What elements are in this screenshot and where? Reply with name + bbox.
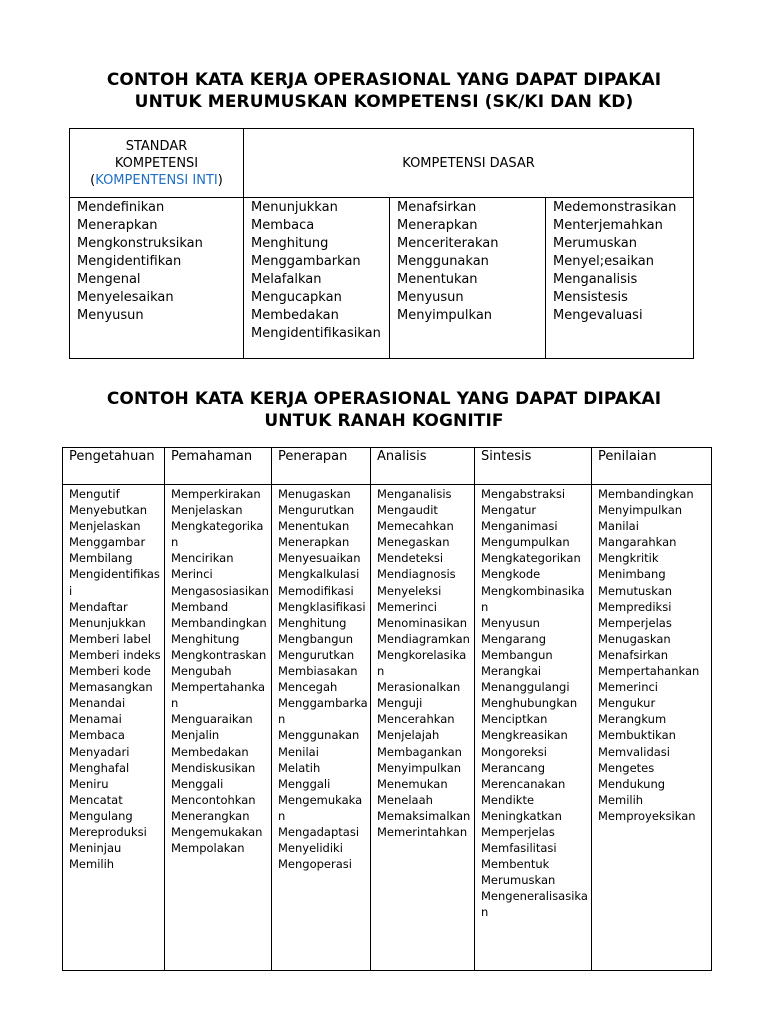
verb-item: Mengkontraskan <box>171 647 267 662</box>
verb-item: Memperjelas <box>481 824 555 839</box>
section1-title-line1: CONTOH KATA KERJA OPERASIONAL YANG DAPAT DIPAKAI <box>106 70 662 90</box>
verb-item: Menterjemahkan <box>553 218 663 233</box>
verb-item: Mempertahankan <box>171 680 265 711</box>
verb-item: Menentukan <box>278 519 350 534</box>
verb-item: Mengkonstruksikan <box>77 236 203 251</box>
header-pengetahuan: Pengetahuan <box>63 448 165 485</box>
verb-item: Menceriterakan <box>397 236 499 251</box>
verb-item: Menggali <box>278 776 331 791</box>
verb-item: Mengetes <box>598 760 655 775</box>
verb-item: Mendiagramkan <box>377 631 470 646</box>
verb-item: Menyeleksi <box>377 583 442 598</box>
kd-verbs-column-1 <box>244 198 390 359</box>
verb-item: Mendiagnosis <box>377 567 456 582</box>
verb-item: Menominasikan <box>377 615 468 630</box>
verb-item: Membaca <box>69 728 125 743</box>
verb-item: Menganimasi <box>481 519 558 534</box>
verb-item: Menggambarkan <box>278 696 368 727</box>
verb-item: Menugaskan <box>278 487 351 501</box>
verb-item: Mencontohkan <box>171 792 256 807</box>
verb-item: Mengabstraksi <box>481 487 566 501</box>
verb-item: Memerintahkan <box>377 824 468 839</box>
verb-item: Meninjau <box>69 841 122 856</box>
verb-item: Merasionalkan <box>377 680 461 695</box>
verb-item: Memproyeksikan <box>598 808 696 823</box>
verb-item: Memperkirakan <box>171 487 261 501</box>
verb-item: Menyusun <box>481 615 540 630</box>
verb-item: Menghitung <box>251 236 329 251</box>
verb-item: Merencanakan <box>481 776 566 791</box>
section1-title <box>0 69 768 113</box>
verb-item: Mengkalkulasi <box>278 567 360 582</box>
verb-item: Menerapkan <box>397 218 478 233</box>
verb-item: Mengidentifikan <box>77 254 182 269</box>
verb-item: Menelaah <box>377 792 433 807</box>
verb-item: Menyimpulkan <box>377 760 462 775</box>
verb-item: Mengkreasikan <box>481 728 568 743</box>
verb-item: Mempertahankan <box>598 664 700 679</box>
verb-item: Menerangkan <box>171 808 250 823</box>
verb-item: Mengurutkan <box>278 503 355 518</box>
header-sk-line2: KOMPETENSI <box>114 155 199 171</box>
verb-item: Mengkritik <box>598 551 659 566</box>
header-sk-paren-close: ) <box>217 172 223 188</box>
header-sk-paren-open: ( <box>90 172 96 188</box>
verb-item: Mereproduksi <box>69 824 147 839</box>
verb-item: Mendaftar <box>69 599 128 614</box>
verb-item: Mencegah <box>278 680 338 695</box>
verb-item: Merumuskan <box>481 873 556 888</box>
verb-item: Mempolakan <box>171 841 245 856</box>
verb-item: Menyel;esaikan <box>553 254 654 269</box>
verb-item: Menemukan <box>377 776 448 791</box>
section1-title-line2: UNTUK MERUMUSKAN KOMPETENSI (SK/KI DAN KD) <box>134 92 634 112</box>
verb-item: Mencirikan <box>171 551 234 566</box>
header-penilaian: Penilaian <box>592 448 712 485</box>
verb-item: Merumuskan <box>553 236 637 251</box>
verb-item: Menegaskan <box>377 535 450 550</box>
verb-item: Menggunakan <box>397 254 489 269</box>
verb-item: Menghitung <box>278 615 347 630</box>
header-pemahaman: Pemahaman <box>165 448 272 485</box>
verb-item: Mongoreksi <box>481 744 547 759</box>
verb-item: Menugaskan <box>598 631 671 646</box>
penerapan-verbs <box>272 485 371 971</box>
verb-item: Membedakan <box>171 744 249 759</box>
analisis-verbs <box>371 485 475 971</box>
verb-item: Menganalisis <box>553 272 638 287</box>
verb-item: Memilih <box>69 857 115 872</box>
verb-item: Mengemukakan <box>278 792 363 823</box>
verb-item: Menyimpulkan <box>598 503 683 518</box>
verb-item: Mengidentifikasi <box>69 567 160 598</box>
verb-item: Menyesuaikan <box>278 551 361 566</box>
verb-item: Mengkode <box>481 567 541 582</box>
verb-item: Mengulang <box>69 808 133 823</box>
verb-item: Mendeteksi <box>377 551 444 566</box>
verb-item: Memperjelas <box>598 615 672 630</box>
header-penerapan: Penerapan <box>272 448 371 485</box>
verb-item: Menyadari <box>69 744 130 759</box>
verb-item: Menjalin <box>171 728 220 743</box>
verb-item: Mengutif <box>69 487 120 501</box>
verb-item: Mendukung <box>598 776 666 791</box>
verb-item: Menguaraikan <box>171 712 253 727</box>
verb-item: Melatih <box>278 760 321 775</box>
verb-item: Memaksimalkan <box>377 808 471 823</box>
section2-title-line1: CONTOH KATA KERJA OPERASIONAL YANG DAPAT DIPAKAI <box>106 389 662 409</box>
verb-item: Mengaudit <box>377 503 438 518</box>
verb-item: Mendefinikan <box>77 200 165 215</box>
verb-item: Menerapkan <box>278 535 350 550</box>
verb-item: Menghitung <box>171 631 240 646</box>
verb-item: Menimbang <box>598 567 666 582</box>
verb-item: Menyusun <box>77 308 144 323</box>
verb-item: Menghafal <box>69 760 130 775</box>
section2-title-line2: UNTUK RANAH KOGNITIF <box>264 411 504 431</box>
verb-item: Memvalidasi <box>598 744 670 759</box>
verb-item: Membagankan <box>377 744 462 759</box>
verb-item: Mengatur <box>481 503 537 518</box>
verb-item: Mengbangun <box>278 631 354 646</box>
header-sintesis: Sintesis <box>475 448 592 485</box>
verb-item: Menggambar <box>69 535 146 550</box>
verb-item: Menggunakan <box>278 728 360 743</box>
verb-item: Mangarahkan <box>598 535 677 550</box>
verb-item: Menanggulangi <box>481 680 570 695</box>
verb-item: Meniru <box>69 776 109 791</box>
verb-item: Mengumpulkan <box>481 535 570 550</box>
verb-item: Membentuk <box>481 857 550 872</box>
header-sk-line1: STANDAR <box>125 138 188 154</box>
verb-item: Menunjukkan <box>251 200 338 215</box>
verb-item: Memodifikasi <box>278 583 354 598</box>
verb-item: Memprediksi <box>598 599 672 614</box>
verb-item: Menggambarkan <box>251 254 361 269</box>
verb-item: Memband <box>171 599 229 614</box>
verb-item: Mengucapkan <box>251 290 342 305</box>
verb-item: Meningkatkan <box>481 808 562 823</box>
verb-item: Mencatat <box>69 792 123 807</box>
verb-item: Menentukan <box>397 272 478 287</box>
header-kompetensi-inti: KOMPENTENSI INTI <box>95 172 218 188</box>
verb-item: Menerapkan <box>77 218 158 233</box>
verb-item: Mengubah <box>171 664 232 679</box>
verb-item: Mengkombinasikan <box>481 583 585 614</box>
verb-item: Membuktikan <box>598 728 676 743</box>
verb-item: Mengenal <box>77 272 141 287</box>
verb-item: Mengukur <box>598 696 656 711</box>
verb-item: Menjelajah <box>377 728 440 743</box>
section2-title <box>0 388 768 432</box>
verb-item: Menyelesaikan <box>77 290 174 305</box>
verb-item: Mengemukakan <box>171 824 263 839</box>
verb-item: Menyelidiki <box>278 841 343 856</box>
verb-item: Melafalkan <box>251 272 322 287</box>
verb-item: Menunjukkan <box>69 615 146 630</box>
verb-item: Membaca <box>251 218 315 233</box>
verb-item: Menafsirkan <box>397 200 477 215</box>
verb-item: Menggali <box>171 776 224 791</box>
verb-item: Memberi kode <box>69 664 151 679</box>
competency-table <box>69 128 694 359</box>
verb-item: Menghubungkan <box>481 696 578 711</box>
verb-item: Mengidentifikasikan <box>251 326 381 341</box>
verb-item: Mengeneralisasikan <box>481 889 588 920</box>
verb-item: Manilai <box>598 519 639 534</box>
header-standar-kompetensi <box>70 129 244 198</box>
verb-item: Mengurutkan <box>278 647 355 662</box>
penilaian-verbs <box>592 485 712 971</box>
verb-item: Merangkai <box>481 664 542 679</box>
verb-item: Memilih <box>598 792 644 807</box>
verb-item: Menyebutkan <box>69 503 148 518</box>
header-kompetensi-dasar: KOMPETENSI DASAR <box>244 129 694 198</box>
verb-item: Membandingkan <box>598 487 694 501</box>
verb-item: Menjelaskan <box>171 503 243 518</box>
verb-item: Membiasakan <box>278 664 358 679</box>
verb-item: Memerinci <box>598 680 659 695</box>
verb-item: Merinci <box>171 567 213 582</box>
sk-verbs-column <box>70 198 244 359</box>
verb-item: Menamai <box>69 712 122 727</box>
verb-item: Membandingkan <box>171 615 267 630</box>
verb-item: Mengkategorikan <box>481 551 581 566</box>
cognitive-domain-table <box>62 447 712 971</box>
verb-item: Mengoperasi <box>278 857 352 872</box>
pemahaman-verbs <box>165 485 272 971</box>
verb-item: Merangkum <box>598 712 667 727</box>
verb-item: Menyusun <box>397 290 464 305</box>
verb-item: Menjelaskan <box>69 519 141 534</box>
header-analisis: Analisis <box>371 448 475 485</box>
verb-item: Memberi label <box>69 631 151 646</box>
verb-item: Memfasilitasi <box>481 841 557 856</box>
verb-item: Membilang <box>69 551 133 566</box>
verb-item: Menyimpulkan <box>397 308 493 323</box>
verb-item: Menganalisis <box>377 487 452 501</box>
verb-item: Menciptkan <box>481 712 548 727</box>
verb-item: Mengarang <box>481 631 546 646</box>
verb-item: Mengevaluasi <box>553 308 643 323</box>
verb-item: Mengasosiasikan <box>171 583 269 598</box>
verb-item: Memecahkan <box>377 519 454 534</box>
verb-item: Medemonstrasikan <box>553 200 677 215</box>
verb-item: Mengklasifikasi <box>278 599 366 614</box>
sintesis-verbs <box>475 485 592 971</box>
verb-item: Memberi indeks <box>69 647 161 662</box>
verb-item: Menguji <box>377 696 423 711</box>
verb-item: Memutuskan <box>598 583 673 598</box>
verb-item: Memerinci <box>377 599 438 614</box>
verb-item: Mengadaptasi <box>278 824 360 839</box>
verb-item: Mendiskusikan <box>171 760 256 775</box>
verb-item: Mencerahkan <box>377 712 455 727</box>
verb-item: Mensistesis <box>553 290 628 305</box>
verb-item: Mendikte <box>481 792 535 807</box>
verb-item: Membedakan <box>251 308 339 323</box>
kd-verbs-column-2 <box>390 198 546 359</box>
verb-item: Membangun <box>481 647 553 662</box>
verb-item: Mengkorelasikan <box>377 647 467 679</box>
verb-item: Menafsirkan <box>598 647 669 662</box>
verb-item: Mengkategorikan <box>171 519 264 550</box>
verb-item: Menandai <box>69 696 126 711</box>
verb-item: Menilai <box>278 744 319 759</box>
kd-verbs-column-3 <box>546 198 694 359</box>
pengetahuan-verbs <box>63 485 165 971</box>
verb-item: Memasangkan <box>69 680 153 695</box>
verb-item: Merancang <box>481 760 546 775</box>
